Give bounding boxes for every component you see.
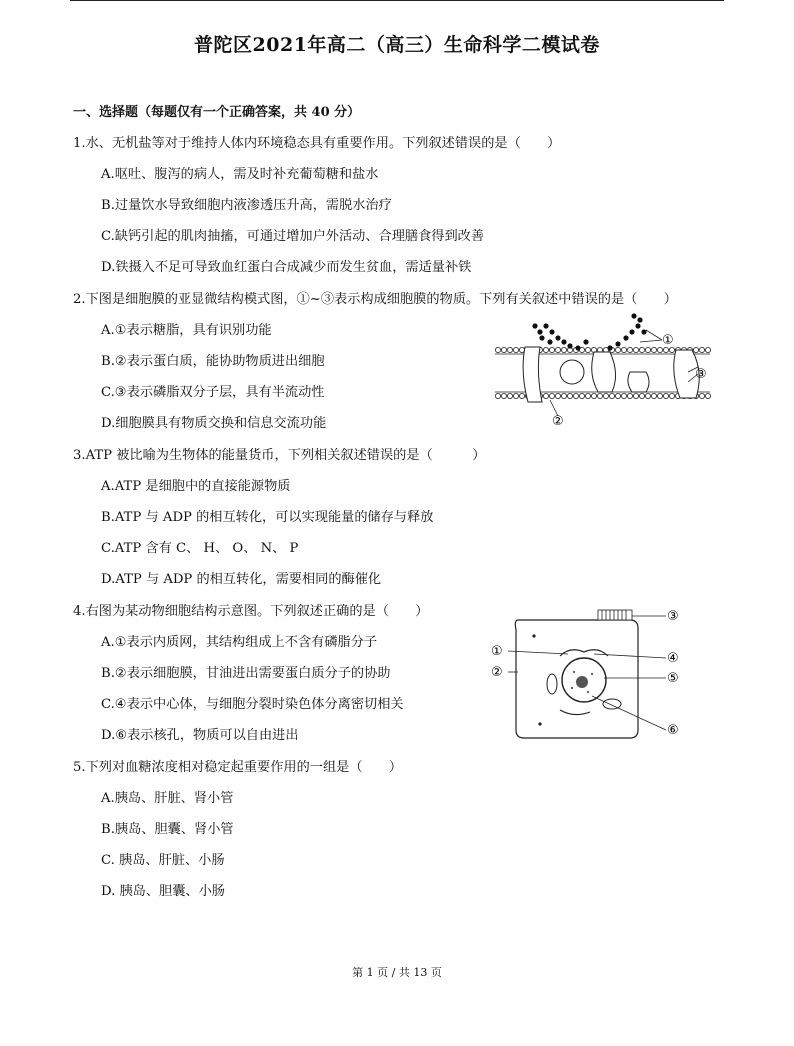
page-footer: 第 1 页 / 共 13 页 xyxy=(352,966,442,979)
option-3c: C.ATP 含有 C、 H、 O、 N、 P xyxy=(101,541,299,556)
membrane-label-3: ③ xyxy=(695,367,707,382)
question-stem-4: 4.右图为某动物细胞结构示意图。下列叙述正确的是（ ） xyxy=(73,604,429,619)
option-4d: D.⑥表示核孔，物质可以自由进出 xyxy=(101,728,299,743)
mitochondrion xyxy=(603,699,621,709)
phospholipid-head xyxy=(591,393,596,398)
question-stem-3: 3.ATP 被比喻为生物体的能量货币，下列相关叙述错误的是（ ） xyxy=(73,448,486,463)
phospholipid-head xyxy=(501,393,506,398)
option-2c: C.③表示磷脂双分子层，具有半流动性 xyxy=(101,385,325,400)
phospholipid-head xyxy=(633,393,638,398)
option-2b: B.②表示蛋白质，能协助物质进出细胞 xyxy=(101,354,325,369)
phospholipid-head xyxy=(513,393,518,398)
phospholipid-head xyxy=(651,393,656,398)
section-heading: 一、选择题（每题仅有一个正确答案，共 40 分） xyxy=(73,105,361,120)
option-2a: A.①表示糖脂，具有识别功能 xyxy=(101,323,272,338)
question-stem-2: 2.下图是细胞膜的亚显微结构模式图，①~③表示构成细胞膜的物质。下列有关叙述中错误的是（ ） xyxy=(73,292,677,307)
phospholipid-head xyxy=(561,393,566,398)
option-4b: B.②表示细胞膜，甘油进出需要蛋白质分子的协助 xyxy=(101,666,391,681)
phospholipid-head xyxy=(549,347,554,352)
phospholipid-head xyxy=(705,347,710,352)
phospholipid-head xyxy=(705,393,710,398)
microvilli xyxy=(598,610,632,620)
membrane-protein xyxy=(628,372,649,392)
phospholipid-head xyxy=(699,393,704,398)
phospholipid-head xyxy=(663,347,668,352)
phospholipid-head xyxy=(663,393,668,398)
phospholipid-head xyxy=(669,347,674,352)
cell-label-4: ④ xyxy=(667,651,679,666)
phospholipid-head xyxy=(699,347,704,352)
phospholipid-head xyxy=(615,393,620,398)
phospholipid-head xyxy=(501,347,506,352)
phospholipid-head xyxy=(621,393,626,398)
phospholipid-head xyxy=(555,347,560,352)
question-stem-1: 1.水、无机盐等对于维持人体内环境稳态具有重要作用。下列叙述错误的是（ ） xyxy=(73,136,561,151)
cell-label-5: ⑤ xyxy=(667,671,679,686)
option-5b: B.胰岛、胆囊、肾小管 xyxy=(101,822,234,837)
phospholipid-head xyxy=(657,393,662,398)
mitochondrion xyxy=(547,674,557,694)
option-1d: D.铁摄入不足可导致血红蛋白合成减少而发生贫血，需适量补铁 xyxy=(101,260,472,275)
phospholipid-head xyxy=(543,393,548,398)
option-4a: A.①表示内质网，其结构组成上不含有磷脂分子 xyxy=(101,635,378,650)
cell-label-6: ⑥ xyxy=(667,723,679,738)
phospholipid-head xyxy=(633,347,638,352)
phospholipid-head xyxy=(519,393,524,398)
cell-label-3: ③ xyxy=(667,609,679,624)
phospholipid-head xyxy=(567,393,572,398)
phospholipid-head xyxy=(561,347,566,352)
option-3b: B.ATP 与 ADP 的相互转化，可以实现能量的储存与释放 xyxy=(101,510,434,525)
phospholipid-head xyxy=(627,393,632,398)
top-rule xyxy=(70,0,724,1)
phospholipid-head xyxy=(621,347,626,352)
phospholipid-head xyxy=(507,393,512,398)
phospholipid-head xyxy=(507,347,512,352)
phospholipid-head xyxy=(615,347,620,352)
phospholipid-head xyxy=(669,393,674,398)
phospholipid-head xyxy=(585,347,590,352)
membrane-protein xyxy=(560,360,584,384)
phospholipid-head xyxy=(513,347,518,352)
option-1b: B.过量饮水导致细胞内液渗透压升高，需脱水治疗 xyxy=(101,198,392,213)
phospholipid-head xyxy=(495,393,500,398)
option-3d: D.ATP 与 ADP 的相互转化，需要相同的酶催化 xyxy=(101,572,382,587)
phospholipid-head xyxy=(693,347,698,352)
phospholipid-head xyxy=(639,393,644,398)
option-3a: A.ATP 是细胞中的直接能源物质 xyxy=(101,479,291,494)
cell-membrane-diagram xyxy=(490,312,720,432)
phospholipid-head xyxy=(651,347,656,352)
phospholipid-head xyxy=(645,393,650,398)
membrane-label-1: ① xyxy=(662,333,674,348)
option-1a: A.呕吐、腹泻的病人，需及时补充葡萄糖和盐水 xyxy=(101,167,379,182)
phospholipid-head xyxy=(657,347,662,352)
option-5c: C. 胰岛、肝脏、小肠 xyxy=(101,853,225,868)
phospholipid-head xyxy=(495,347,500,352)
option-5d: D. 胰岛、胆囊、小肠 xyxy=(101,884,225,899)
phospholipid-head xyxy=(573,393,578,398)
nucleolus xyxy=(576,676,588,688)
phospholipid-head xyxy=(627,347,632,352)
membrane-protein xyxy=(592,352,616,392)
membrane-label-2: ② xyxy=(552,414,564,429)
option-5a: A.胰岛、肝脏、肾小管 xyxy=(101,791,234,806)
membrane-protein xyxy=(523,347,542,402)
page-title: 普陀区2021年高二（高三）生命科学二模试卷 xyxy=(194,34,600,56)
phospholipid-head xyxy=(609,393,614,398)
phospholipid-head xyxy=(603,393,608,398)
option-4c: C.④表示中心体，与细胞分裂时染色体分离密切相关 xyxy=(101,697,404,712)
cell-label-2: ② xyxy=(491,665,503,680)
phospholipid-head xyxy=(585,393,590,398)
phospholipid-head xyxy=(555,393,560,398)
option-1c: C.缺钙引起的肌肉抽搐，可通过增加户外活动、合理膳食得到改善 xyxy=(101,229,485,244)
phospholipid-head xyxy=(645,347,650,352)
phospholipid-head xyxy=(543,347,548,352)
option-2d: D.细胞膜具有物质交换和信息交流功能 xyxy=(101,416,327,431)
animal-cell-diagram xyxy=(488,606,718,746)
phospholipid-head xyxy=(579,393,584,398)
phospholipid-head xyxy=(549,393,554,398)
cell-label-1: ① xyxy=(491,644,503,659)
phospholipid-head xyxy=(597,393,602,398)
question-stem-5: 5.下列对血糖浓度相对稳定起重要作用的一组是（ ） xyxy=(73,760,403,775)
glycan-chains xyxy=(532,313,646,350)
phospholipid-head xyxy=(639,347,644,352)
